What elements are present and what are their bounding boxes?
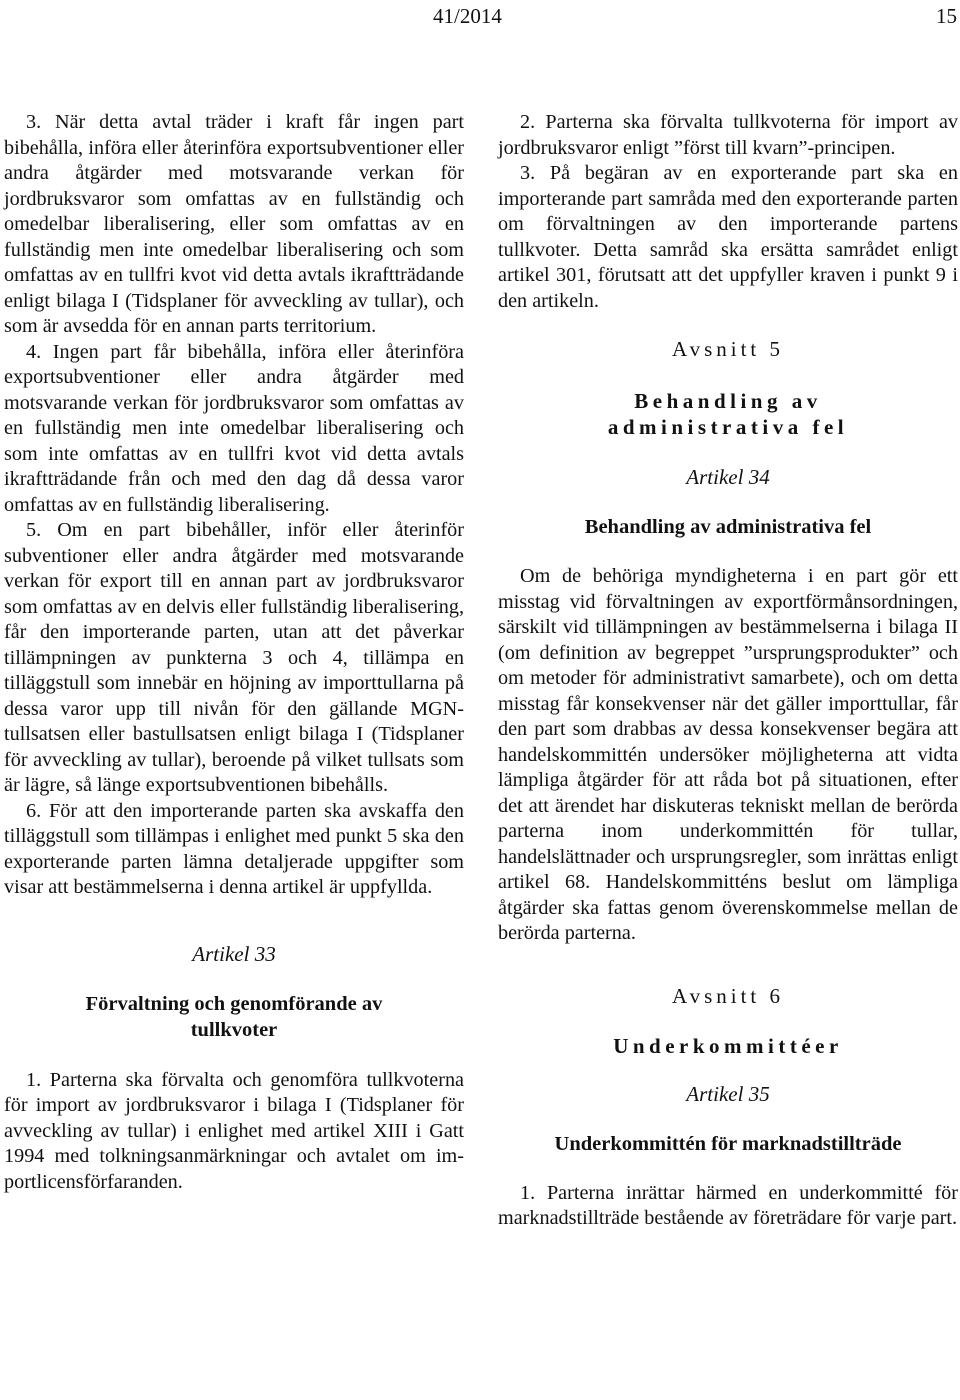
article-33-heading-line2: tullkvoter — [190, 1018, 278, 1041]
page-number: 15 — [936, 4, 957, 28]
article-34-heading: Behandling av administrativa fel — [584, 516, 872, 538]
paragraph-6: 6. För att den importerande parten ska avskaffa den tilläggstull som tillämpas i enlighet med punkt 5 ska den exporterande parten lämna detaljerade uppgifter som visar att bestämmelserna i denna artikel är uppfyllda. — [4, 799, 464, 898]
right-column — [498, 110, 958, 1232]
left-column — [4, 110, 464, 1195]
page-header — [0, 2, 960, 30]
section-6-label: Avsnitt 6 — [671, 983, 785, 1008]
article-33-heading-line1: Förvaltning och genomförande av — [85, 992, 383, 1015]
section-5-title-line1: Behandling av — [634, 389, 822, 413]
article-33-paragraph-1: 1. Parterna ska förvalta och genomföra tullkvoterna för import av jordbruksvaror i bilaga I (Tidsplaner för avveckling av tullar) i enlighet med artikel XIII i Gatt 1994 med tolkningsanmärkningar och avtalet om importlicensförfaranden. — [4, 1068, 464, 1193]
article-34-label: Artikel 34 — [686, 465, 770, 489]
article-35-heading: Underkommittén för marknadstillträde — [554, 1132, 902, 1155]
article-33-label: Artikel 33 — [192, 941, 276, 966]
paragraph-5: 5. Om en part bibehåller, inför eller återinför subventioner eller andra åtgärder med motsvarande verkan för export till en annan part av jordbruksvaror som omfattas av en delvis eller fullständig liberalisering, får den importerande parten, utan att det påverkar tillämpningen av punkterna 3 och 4, tillämpa en tilläggstull som innebär en höjning av importtullarna på dessa varor upp till nivån för den gällande MGN-tullsatsen eller bastullsatsen enligt bilaga I (Tidsplaner för avveckling av tullar), beroende på vilket tullsats som är lägre, så länge exportsubventionen bibehålls. — [4, 519, 464, 796]
right-paragraph-2: 2. Parterna ska förvalta tullkvoterna för import av jordbruksvaror enligt ”först till kvarn”-principen. — [498, 111, 958, 159]
section-6-title: Underkommittéer — [613, 1033, 843, 1058]
article-34-paragraph: Om de behöriga myndigheterna i en part gör ett misstag vid förvaltningen av exportförmånsordningen, särskilt vid tillämpningen av bestämmelserna i bilaga II (om definition av begreppet ”ursprungsprodukter” och om metoder för administrativt samarbete), och om detta misstag får konsekvenser när det gäller importtullar, får den part som drabbas av dessa konsekvenser begära att handelskommittén undersöker möjligheterna att vidta lämpliga åtgärder för att råda bot på situationen, efter det att ärendet har diskuteras tekniskt mellan de berörda parterna inom underkommittén för tullar, handelslättnader och ursprungsregler, som inrättas enligt artikel 68. Handelskommitténs beslut om lämpliga åtgärder ska fattas genom överenskommelse mellan de berörda parterna. — [498, 565, 958, 944]
article-35-label: Artikel 35 — [686, 1081, 770, 1106]
article-35-paragraph-1: 1. Parterna inrättar härmed en underkommitté för marknadstillträde bestående av företrädare för varje part. — [498, 1181, 958, 1229]
right-paragraph-3: 3. På begäran av en exporterande part ska en importerande part samråda med den exporterande parten om förvaltningen av den importerande partens tullkvoter. Detta samråd ska ersätta samrådet enligt artikel 301, förutsatt att det uppfyller kraven i punkt 9 i den artikeln. — [498, 162, 958, 312]
section-5-title-line2: administrativa fel — [607, 415, 849, 439]
paragraph-4: 4. Ingen part får bibehålla, införa eller återinföra exportsubventioner eller andra åtgärder med motsvarande verkan för jordbruksvaror som omfattas av en fullständig men inte omedelbar liberalisering och som inte omfattas av en tullfri kvot vid detta avtals ikraftträdande från och med den dag då dessa varor omfattas av en fullständig liberalisering. — [4, 340, 464, 516]
issue-number: 41/2014 — [433, 4, 502, 28]
paragraph-3: 3. När detta avtal träder i kraft får ingen part bibehålla, införa eller återinföra exportsubventioner eller andra åtgärder med motsvarande verkan för jordbruksvaror som omfattas av en fullständig och omedelbar liberalisering, eller som omfattas av en fullständig men inte omedelbar liberalisering och som omfattas av en tullfri kvot vid detta avtals ikraftträdande enligt bilaga I (Tidsplaner för avveckling av tullar), och som är avsedda för en annan parts territorium. — [4, 111, 464, 337]
section-5-label: Avsnitt 5 — [671, 337, 785, 361]
